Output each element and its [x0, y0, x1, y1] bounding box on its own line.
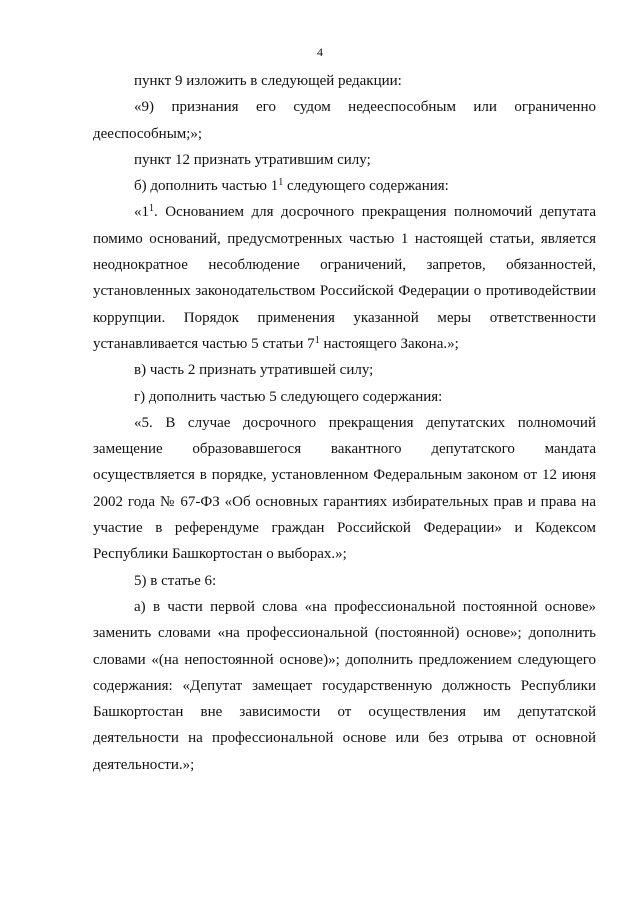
- superscript: 1: [278, 177, 284, 189]
- paragraph-add-part-5: г) дополнить частью 5 следующего содержания:: [134, 388, 443, 405]
- superscript: 1: [314, 334, 320, 346]
- paragraph-article-6: 5) в статье 6:: [134, 572, 217, 589]
- paragraph-part-2-repeal: в) часть 2 признать утратившей силу;: [134, 362, 374, 379]
- paragraph-part-5-text: «5. В случае досрочного прекращения депутатских полномочий замещение образовавшегося вакантного депутатского мандата осуществляется в порядке, установленном Федеральным законом от 12 июня 2002 года № 67-ФЗ «Об основных гарантиях избирательных прав и права на участие в референдуме граждан Российской Федерации» и Кодексом Республики Башкортостан о выборах.»;: [93, 414, 596, 563]
- text-run: . Основанием для досрочного прекращения полномочий депутата помимо оснований, предусмотренных частью 1 настоящей статьи, является неоднократное несоблюдение ограничений, запретов, обязанностей, установленных законодательством Российской Федерации о противодействии коррупции. Порядок применения указанной меры ответственности устанавливается частью 5 статьи 7: [93, 204, 596, 352]
- paragraph-article-6-a: а) в части первой слова «на профессиональной постоянной основе» заменить словами «на профессиональной (постоянной) основе»; дополнить словами «(на непостоянной основе)»; дополнить предложением следующего содержания: «Депутат замещает государственную должность Республики Башкортостан вне зависимости от осуществления им депутатской деятельности на профессиональной основе или без отрыва от основной деятельности.»;: [93, 598, 596, 773]
- text-run: следующего содержания:: [283, 178, 449, 195]
- paragraph-part-1-1-text: [93, 199, 596, 357]
- text-run: настоящего Закона.»;: [319, 335, 459, 352]
- text-run: б) дополнить частью 1: [134, 178, 279, 195]
- page-number: 4: [317, 45, 323, 59]
- superscript: 1: [149, 203, 154, 215]
- paragraph-add-part-1-1: [93, 173, 596, 199]
- document-body: [93, 68, 596, 778]
- paragraph-item-12-repeal: пункт 12 признать утратившим силу;: [134, 151, 371, 168]
- paragraph-item-9-intro: пункт 9 изложить в следующей редакции:: [134, 73, 402, 89]
- paragraph-item-9-text: «9) признания его судом недееспособным или ограниченно дееспособным;»;: [93, 99, 596, 142]
- text-run: «1: [134, 204, 149, 221]
